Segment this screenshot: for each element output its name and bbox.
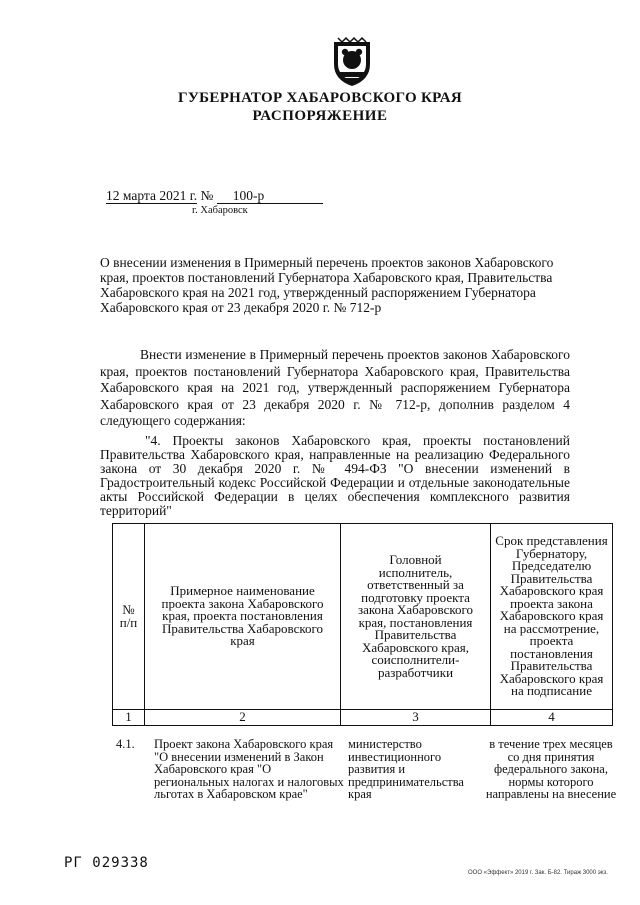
issuer-title: ГУБЕРНАТОР ХАБАРОВСКОГО КРАЯ <box>178 90 462 106</box>
table-column-numbers-row <box>113 710 613 726</box>
column-number-4: 4 <box>491 710 613 726</box>
header-deadline: Срок представления Губернатору, Председателю Правительства Хабаровского края проекта закона Хабаровского края на рассмотрение, проекта постановления Правительства Хабаровского края на подписание <box>491 524 613 710</box>
order-number-prefix: № <box>200 188 214 203</box>
row-4-1-name: Проект закона Хабаровского края "О внесении изменений в Закон Хабаровского края "О региональных налогах и налоговых льготах в Хабаровском крае" <box>154 737 344 801</box>
order-subject: О внесении изменения в Примерный перечень проектов законов Хабаровского края, проектов постановлений Губернатора Хабаровского края, Правительства Хабаровского края на 2021 год, утвержденный распоряжением Губернатора Хабаровского края от 23 декабря 2020 г. № 712-р <box>100 255 554 315</box>
column-number-2: 2 <box>145 710 341 726</box>
header-number: № п/п <box>113 524 145 710</box>
list-table <box>112 523 613 726</box>
header-name: Примерное наименование проекта закона Хабаровского края, проекта постановления Правительства Хабаровского края <box>145 524 341 710</box>
order-city: г. Хабаровск <box>192 205 248 216</box>
column-number-1: 1 <box>113 710 145 726</box>
printer-imprint: ООО «Эффект» 2019 г. Зак. Б-82. Тираж 3000 экз. <box>468 870 608 876</box>
order-date: 12 марта 2021 г. <box>106 188 198 203</box>
column-number-3: 3 <box>341 710 491 726</box>
section-4-heading-text: "4. Проекты законов Хабаровского края, проекты постановлений Правительства Хабаровского края, направленные на реализацию Федерального закона от 30 декабря 2020 г. № 494-ФЗ "О внесении изменений в Градостроительный кодекс Российской Федерации и отдельные законодательные акты Российской Федерации в целях обеспечения комплексного развития территорий" <box>100 433 570 518</box>
header-executor: Головной исполнитель, ответственный за подготовку проекта закона Хабаровского края, постановления Правительства Хабаровского края, соисполнители-разработчики <box>341 524 491 710</box>
row-4-1-executor: министерство инвестиционного развития и предпринимательства края <box>348 737 464 801</box>
section-4-heading <box>100 434 570 518</box>
order-number: 100-р <box>217 189 323 204</box>
order-date-line <box>106 188 323 204</box>
row-4-1-deadline: в течение трех месяцев со дня принятия федерального закона, нормы которого направлены на внесение <box>485 737 617 801</box>
table-header-row <box>113 524 613 710</box>
order-body-text: Внести изменение в Примерный перечень проектов законов Хабаровского края, проектов постановлений Губернатора Хабаровского края, Правительства Хабаровского края на 2021 год, утвержденный распоряжением Губернатора Хабаровского края от 23 декабря 2020 г. № 712-р, дополнив разделом 4 следующего содержания: <box>100 347 570 428</box>
order-body <box>100 347 570 430</box>
coat-of-arms-emblem <box>330 34 374 88</box>
form-serial-number: РГ 029338 <box>64 855 149 871</box>
row-4-1-number: 4.1. <box>116 737 135 751</box>
document-type: РАСПОРЯЖЕНИЕ <box>252 108 388 124</box>
